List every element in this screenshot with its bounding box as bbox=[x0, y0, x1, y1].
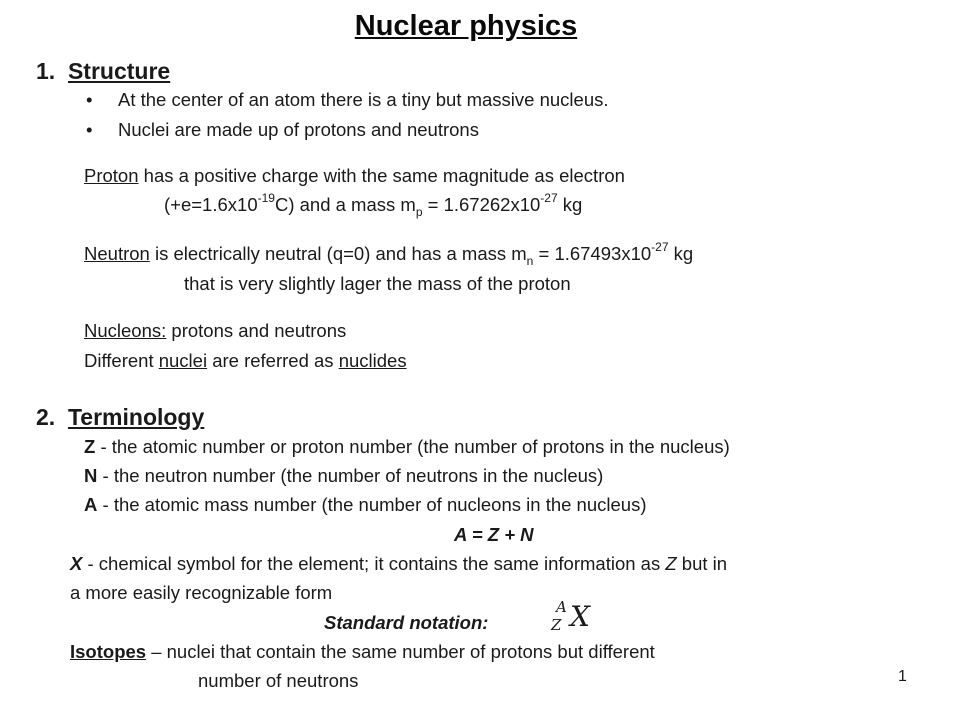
element-symbol: X bbox=[570, 600, 590, 633]
isotopes-line-2: number of neutrons bbox=[198, 670, 359, 691]
neutron-line-1 bbox=[84, 240, 694, 268]
section-terminology-heading bbox=[36, 404, 204, 431]
term-isotopes: Isotopes bbox=[70, 641, 147, 662]
mass-number: A bbox=[556, 598, 567, 616]
exponent: -19 bbox=[257, 191, 275, 205]
section-number: 1. bbox=[36, 58, 56, 84]
nucleons-line bbox=[84, 320, 346, 342]
page-number: 1 bbox=[898, 668, 907, 685]
proton-text: has a positive charge with the same magnitude as electron bbox=[138, 165, 625, 186]
term-neutron: Neutron bbox=[84, 243, 150, 264]
definition-text: - chemical symbol for the element; it contains the same information as bbox=[82, 553, 666, 574]
standard-notation-label: Standard notation: bbox=[324, 612, 489, 633]
definition-a bbox=[84, 494, 646, 516]
unit: kg bbox=[668, 243, 694, 264]
symbol: Z bbox=[84, 436, 96, 457]
text: are referred as bbox=[207, 350, 339, 371]
symbol: X bbox=[70, 553, 83, 574]
exponent: -27 bbox=[651, 240, 669, 254]
term-nuclides: nuclides bbox=[338, 350, 407, 371]
mass-value: = 1.67262x10 bbox=[422, 194, 541, 215]
definition-z bbox=[84, 436, 730, 458]
bullet-item bbox=[86, 119, 479, 141]
section-title: Terminology bbox=[67, 404, 205, 430]
term-nucleons: Nucleons: bbox=[84, 320, 167, 341]
symbol: A bbox=[84, 494, 98, 515]
page-title: Nuclear physics bbox=[354, 10, 578, 42]
text: Different bbox=[84, 350, 159, 371]
nuclides-line bbox=[84, 350, 407, 372]
section-number: 2. bbox=[36, 404, 56, 430]
proton-line-2 bbox=[164, 191, 583, 219]
section-title: Structure bbox=[67, 58, 171, 84]
mass-label: C) and a mass m bbox=[274, 194, 416, 215]
standard-notation-symbol bbox=[548, 598, 598, 638]
definition-text: - the atomic number or proton number (the number of protons in the nucleus) bbox=[95, 436, 730, 457]
term-proton: Proton bbox=[84, 165, 139, 186]
bullet-text: At the center of an atom there is a tiny but massive nucleus. bbox=[118, 89, 609, 110]
charge-value: (+e=1.6x10 bbox=[164, 194, 258, 215]
neutron-line-2: that is very slightly lager the mass of the proton bbox=[184, 273, 571, 294]
isotopes-text: – nuclei that contain the same number of protons but different bbox=[146, 641, 655, 662]
definition-text: but in bbox=[676, 553, 728, 574]
unit: kg bbox=[557, 194, 583, 215]
definition-text: - the atomic mass number (the number of nucleons in the nucleus) bbox=[97, 494, 647, 515]
subscript: p bbox=[415, 205, 423, 219]
formula: A = Z + N bbox=[454, 524, 534, 545]
mass-value: = 1.67493x10 bbox=[533, 243, 652, 264]
bullet-icon: • bbox=[86, 119, 93, 140]
bullet-icon: • bbox=[86, 89, 93, 110]
exponent: -27 bbox=[540, 191, 558, 205]
nucleons-text: protons and neutrons bbox=[166, 320, 347, 341]
definition-x-line-2: a more easily recognizable form bbox=[70, 582, 333, 603]
symbol: Z bbox=[665, 553, 677, 574]
definition-n bbox=[84, 465, 603, 487]
definition-text: - the neutron number (the number of neutrons in the nucleus) bbox=[97, 465, 604, 486]
bullet-item bbox=[86, 89, 609, 111]
bullet-text: Nuclei are made up of protons and neutrons bbox=[118, 119, 479, 140]
symbol: N bbox=[84, 465, 98, 486]
neutron-text: is electrically neutral (q=0) and has a mass m bbox=[149, 243, 527, 264]
term-nuclei: nuclei bbox=[158, 350, 208, 371]
isotopes-line-1 bbox=[70, 641, 655, 663]
subscript: n bbox=[526, 254, 534, 268]
atomic-number: Z bbox=[551, 616, 562, 634]
section-structure-heading bbox=[36, 58, 170, 85]
proton-line-1 bbox=[84, 165, 625, 187]
definition-x-line-1 bbox=[70, 553, 727, 575]
